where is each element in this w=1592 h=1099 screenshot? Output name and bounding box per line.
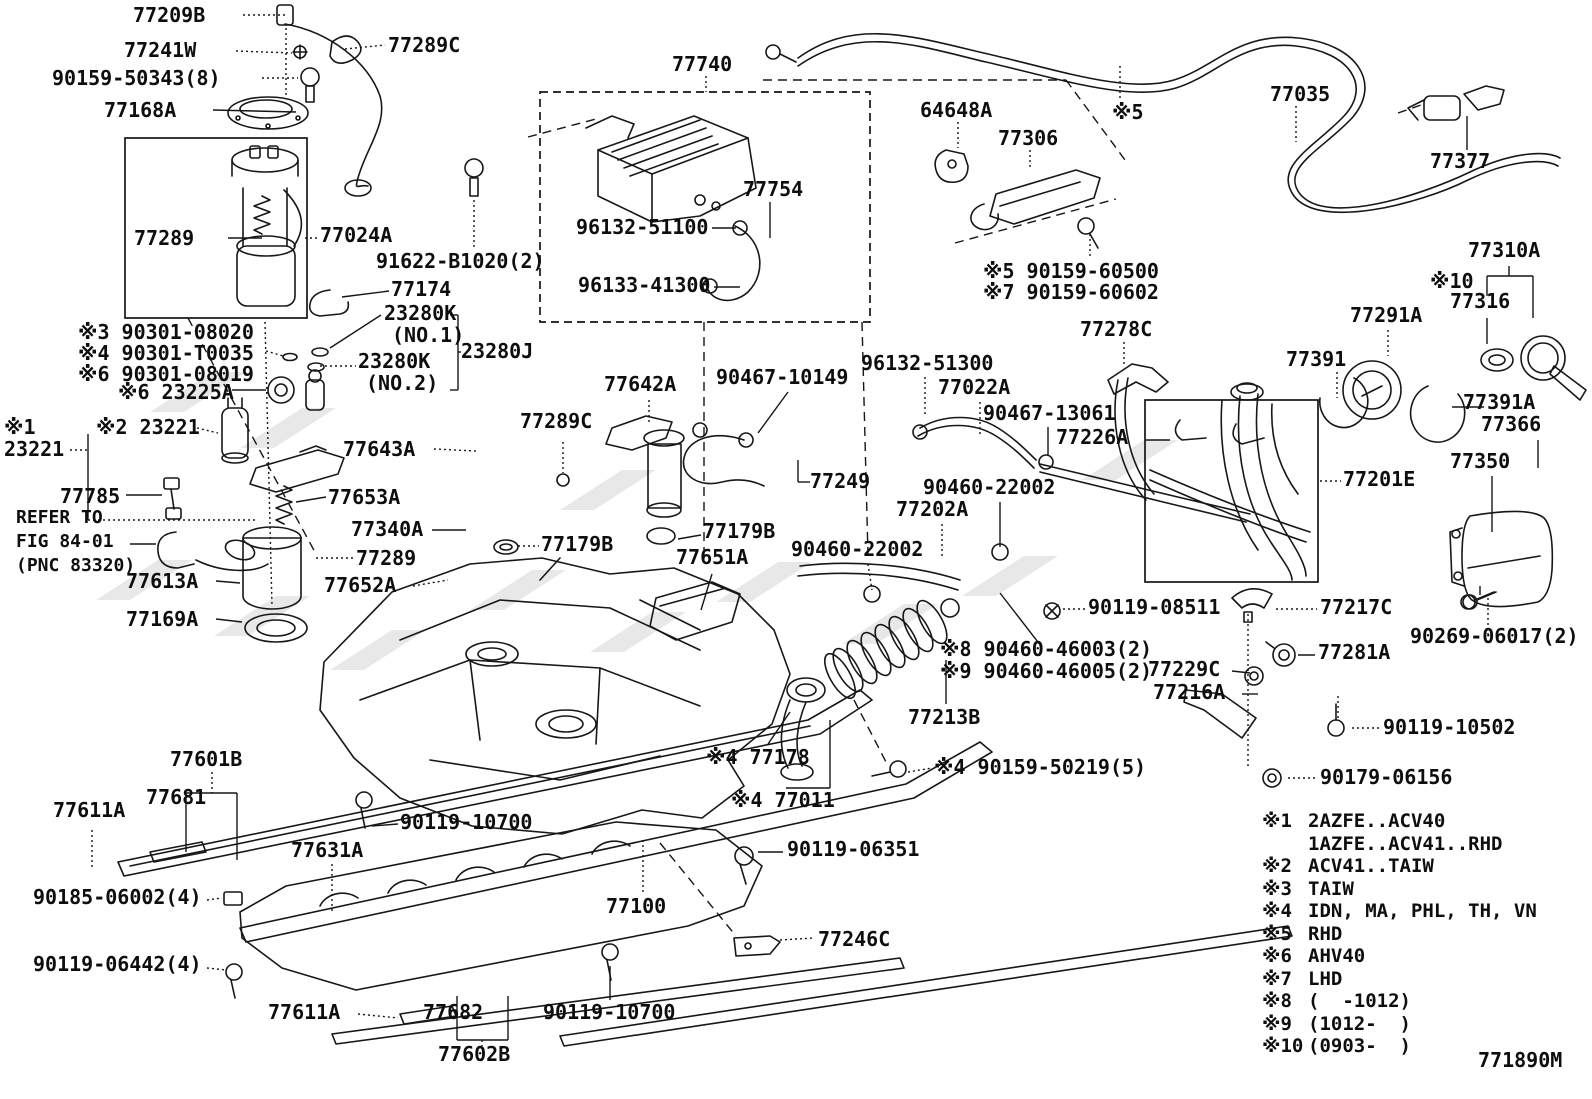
part-label: 77642A (604, 372, 677, 396)
part-label: 77652A (324, 573, 397, 597)
part-label: 77024A (320, 223, 393, 247)
part-label: ※7 90159-60602 (983, 280, 1159, 304)
part-label: 77601B (170, 747, 243, 771)
part-label: 90119-08511 (1088, 595, 1221, 619)
part-label: 77035 (1270, 82, 1331, 106)
part-label: 77179B (703, 519, 776, 543)
part-label: 96132-51300 (861, 351, 994, 375)
part-label: 77682 (423, 1000, 484, 1024)
legend-ref: ※3 (1262, 877, 1292, 900)
part-label: 91622-B1020(2) (376, 249, 545, 273)
part-label: ※6 90301-08019 (78, 362, 254, 386)
part-label: 77316 (1450, 289, 1511, 313)
part-label: 77754 (743, 177, 804, 201)
part-label: ※5 (1112, 100, 1144, 124)
part-label: 90185-06002(4) (33, 885, 202, 909)
part-label: 77391A (1463, 390, 1536, 414)
legend-row (1262, 900, 1537, 923)
footnote-legend (1262, 810, 1537, 1058)
part-label: 77289C (520, 409, 593, 433)
part-label: 77241W (124, 38, 197, 62)
part-label: 90119-10502 (1383, 715, 1516, 739)
legend-row (1262, 1013, 1537, 1036)
part-label: 77289 (356, 546, 417, 570)
part-label: 77611A (53, 798, 126, 822)
part-label: 77246C (818, 927, 891, 951)
part-label: 77291A (1350, 303, 1423, 327)
part-label: (NO.2) (366, 371, 439, 395)
legend-ref: ※5 (1262, 922, 1292, 945)
part-label: ※3 90301-08020 (78, 320, 254, 344)
part-label: 77213B (908, 705, 981, 729)
part-label: 77306 (998, 126, 1059, 150)
part-label: 77216A (1153, 680, 1226, 704)
part-label: 90460-22002 (923, 475, 1056, 499)
part-label: ※10 (1430, 269, 1474, 293)
part-label: ※6 23225A (118, 380, 234, 404)
legend-row (1262, 810, 1537, 833)
legend-text: IDN, MA, PHL, TH, VN (1308, 900, 1537, 922)
part-label: 77740 (672, 52, 733, 76)
part-label: 77310A (1468, 238, 1541, 262)
legend-text: (0903- ) (1308, 1035, 1411, 1057)
part-label: ※4 77178 (706, 745, 810, 769)
legend-text: 2AZFE..ACV40 (1308, 810, 1446, 832)
legend-text: RHD (1308, 922, 1343, 945)
legend-text: ( -1012) (1308, 990, 1411, 1012)
legend-ref: ※6 (1262, 945, 1292, 967)
part-label: 77289 (134, 226, 195, 250)
part-label: 77281A (1318, 640, 1391, 664)
part-label: ※4 90159-50219(5) (934, 755, 1147, 779)
part-label: 77631A (291, 838, 364, 862)
part-label: 77340A (351, 517, 424, 541)
part-label: ※8 90460-46003(2) (940, 637, 1153, 661)
legend-text: 1AZFE..ACV41..RHD (1308, 832, 1503, 855)
part-label: 96132-51100 (576, 215, 709, 239)
part-label: 77022A (938, 375, 1011, 399)
legend-row (1262, 968, 1537, 991)
part-label: 77651A (676, 545, 749, 569)
part-label: 77209B (133, 3, 206, 27)
part-label: (NO.1) (392, 323, 465, 347)
part-label: 90467-10149 (716, 365, 849, 389)
part-label: ※4 90301-T0035 (78, 341, 254, 365)
legend-text: LHD (1308, 967, 1343, 990)
part-label: 90269-06017(2) (1410, 624, 1579, 648)
part-label: 96133-41300 (578, 273, 711, 297)
part-label: 90159-50343(8) (52, 66, 221, 90)
legend-row (1262, 990, 1537, 1013)
part-label: 64648A (920, 98, 993, 122)
part-label: 77377 (1430, 149, 1491, 173)
part-label: 23280K (358, 349, 431, 373)
legend-row (1262, 855, 1537, 878)
part-label: 77391 (1286, 347, 1347, 371)
part-label: 23280J (461, 339, 534, 363)
part-label: (PNC 83320) (16, 555, 136, 576)
legend-text: ACV41..TAIW (1308, 855, 1434, 877)
part-label: ※2 23221 (96, 415, 200, 439)
part-label: 77681 (146, 785, 207, 809)
part-label: 90119-06442(4) (33, 952, 202, 976)
legend-row (1262, 923, 1537, 946)
legend-row (1262, 833, 1537, 856)
part-label: 77249 (810, 469, 871, 493)
part-label: 77168A (104, 98, 177, 122)
legend-ref: ※8 (1262, 990, 1292, 1012)
legend-ref: ※1 (1262, 810, 1292, 832)
legend-text: (1012- ) (1308, 1012, 1411, 1035)
legend-ref: ※9 (1262, 1012, 1292, 1035)
part-label: ※5 90159-60500 (983, 259, 1159, 283)
part-label: 23221 (4, 437, 65, 461)
legend-row (1262, 945, 1537, 968)
legend-text: TAIW (1308, 877, 1354, 900)
part-label: 77366 (1481, 412, 1542, 436)
part-label: ※1 (4, 415, 36, 439)
part-label: 77100 (606, 894, 667, 918)
part-label: REFER TO (16, 507, 103, 528)
part-label: 77613A (126, 569, 199, 593)
legend-row (1262, 878, 1537, 901)
legend-ref: ※2 (1262, 855, 1292, 877)
part-label: FIG 84-01 (16, 531, 114, 552)
part-label: 90460-22002 (791, 537, 924, 561)
part-label: ※4 77011 (731, 788, 835, 812)
part-label: 77653A (328, 485, 401, 509)
part-label: 77350 (1450, 449, 1511, 473)
part-label: 90179-06156 (1320, 765, 1453, 789)
legend-ref (1262, 833, 1308, 856)
part-label: 77602B (438, 1042, 511, 1066)
part-label: 77289C (388, 33, 461, 57)
part-label: 90119-10700 (543, 1000, 676, 1024)
part-label: 77169A (126, 607, 199, 631)
part-label: 90119-10700 (400, 810, 533, 834)
part-label: 23280K (384, 301, 457, 325)
part-label: 77201E (1343, 467, 1416, 491)
part-label: 77226A (1056, 425, 1129, 449)
part-label: 77202A (896, 497, 969, 521)
part-label: 77229C (1148, 657, 1221, 681)
part-label: 77785 (60, 484, 121, 508)
part-label: 77217C (1320, 595, 1393, 619)
legend-ref: ※7 (1262, 967, 1292, 990)
part-label: 77174 (391, 277, 452, 301)
legend-ref: ※10 (1262, 1035, 1304, 1057)
part-label: ※9 90460-46005(2) (940, 659, 1153, 683)
part-label: 77643A (343, 437, 416, 461)
part-label: 77278C (1080, 317, 1153, 341)
part-label: 77179B (541, 532, 614, 556)
figure-code: 771890M (1478, 1048, 1563, 1072)
part-label: 77611A (268, 1000, 341, 1024)
part-label: 90119-06351 (787, 837, 920, 861)
legend-ref: ※4 (1262, 900, 1292, 922)
part-label: 90467-13061 (983, 401, 1116, 425)
legend-text: AHV40 (1308, 945, 1366, 967)
